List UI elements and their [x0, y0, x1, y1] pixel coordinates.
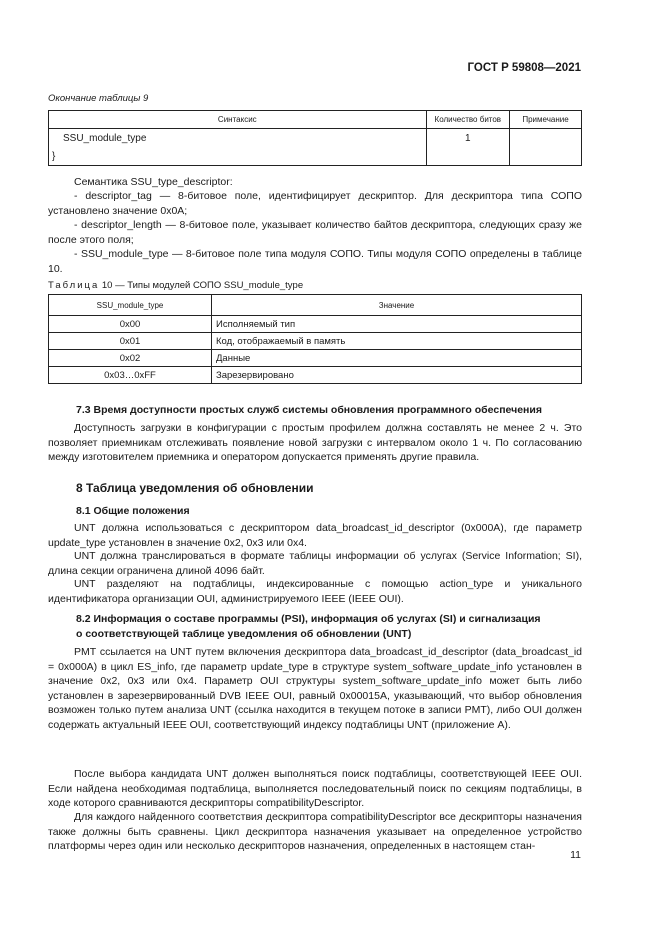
value-cell: Зарезервировано: [212, 367, 582, 384]
column-header-syntax: Синтаксис: [49, 111, 427, 129]
semantics-descriptor-length: - descriptor_length — 8-битовое поле, указывает количество байтов дескриптора, следующих сразу же после этого поля;: [48, 219, 582, 246]
section-8-2-paragraph-2: После выбора кандидата UNT должен выполняться поиск подтаблицы, соответствующей IEEE OUI. Если найдена необходимая подтаблица, выполняется последовательный поиск по секциям подтаблицы, в ходе которого сравниваются дескрипторы compatibilityDescriptor.: [48, 768, 582, 809]
semantics-module-type: - SSU_module_type — 8-битовое поле типа модуля СОПО. Типы модуля СОПО определены в таблице 10.: [48, 248, 582, 275]
table-row: [49, 147, 582, 166]
value-cell: Код, отображаемый в память: [212, 333, 582, 350]
table-9: [48, 110, 582, 166]
table10-caption-text: 10 — Типы модулей СОПО SSU_module_type: [99, 280, 304, 291]
table10-caption-word: Таблица: [48, 280, 100, 291]
note-cell: [510, 147, 582, 166]
section-8-2-heading-line-1: 8.2 Информация о составе программы (PSI), информация об услугах (SI) и сигнализация: [76, 613, 541, 625]
semantics-descriptor-tag: - descriptor_tag — 8-битовое поле, идентифицирует дескриптор. Для дескриптора типа СОПО установлено значение 0x0A;: [48, 190, 582, 217]
semantics-title: Семантика SSU_type_descriptor:: [74, 176, 233, 188]
table-10: [48, 294, 582, 384]
section-8-1-paragraph-3: UNT разделяют на подтаблицы, индексированные с помощью action_type и уникального идентификатора организации OUI, администрируемого IEEE (IEEE OUI).: [48, 578, 582, 605]
section-8-heading: 8 Таблица уведомления об обновлении: [76, 481, 314, 495]
section-8-1-heading: 8.1 Общие положения: [76, 505, 190, 517]
section-8-1-paragraph-2: UNT должна транслироваться в формате таблицы информации об услугах (Service Information; SI), длина секции ограничена длиной 4096 байт.: [48, 550, 582, 577]
code-cell: 0x03…0xFF: [49, 367, 212, 384]
page-number: 11: [570, 849, 581, 861]
table-row: [49, 129, 582, 148]
value-cell: Исполняемый тип: [212, 316, 582, 333]
column-header-value: Значение: [212, 295, 582, 316]
column-header-bits: Количество битов: [426, 111, 509, 129]
note-cell: [510, 129, 582, 148]
table-row: [49, 367, 582, 384]
code-cell: 0x02: [49, 350, 212, 367]
section-8-1-paragraph-1: UNT должна использоваться с дескриптором data_broadcast_id_descriptor (0x000A), где параметр update_type установлен в значение 0x2, 0x3 или 0x4.: [48, 522, 582, 549]
syntax-cell: }: [49, 147, 427, 166]
section-7-3-paragraph: Доступность загрузки в конфигурации с простым профилем должна составлять не менее 2 ч. Это позволяет приемникам отслеживать появление новой загрузки с интервалом около 1 ч. По согласованию между изготовителем приемника и оператором допускается применять другие правила.: [48, 422, 582, 463]
section-8-2-paragraph-1: PMT ссылается на UNT путем включения дескриптора data_broadcast_id_descriptor (data_broadcast_id = 0x000A) в цикл ES_info, где параметр update_type в структуре system_software_update_info установлен в значение 0x2, 0x3 или 0x4. Параметр OUI структуры system_software_update_info может быть либо установлен в зарезервированный DVB IEEE OUI, равный 0x00015A, указывающий, что выбор обновления возможен только путем анализа UNT (ссылка находится в текущем потоке в записи PMT), либо OUI должен содержать актуальный IEEE OUI, соответствующий индексу подтаблицы UNT (приложение А).: [48, 646, 582, 731]
column-header-note: Примечание: [510, 111, 582, 129]
table9-caption: Окончание таблицы 9: [48, 93, 149, 104]
section-7-3-heading: 7.3 Время доступности простых служб системы обновления программного обеспечения: [76, 404, 542, 416]
table-row: [49, 350, 582, 367]
table-header-row: [49, 111, 582, 129]
column-header-module-type: SSU_module_type: [49, 295, 212, 316]
section-8-2-paragraph-3: Для каждого найденного соответствия дескриптора compatibilityDescriptor все дескрипторы назначения также должны быть сравнены. Цикл дескриптора назначения указывает на определенное устройство платформы через один или несколько дескрипторов назначения, определенных в настоящем стан-: [48, 811, 582, 852]
code-cell: 0x00: [49, 316, 212, 333]
standard-header: ГОСТ Р 59808—2021: [467, 62, 581, 74]
table-header-row: [49, 295, 582, 316]
table10-caption: [48, 280, 303, 291]
value-cell: Данные: [212, 350, 582, 367]
section-8-2-heading-line-2: о соответствующей таблице уведомления об обновлении (UNT): [76, 628, 412, 640]
table-row: [49, 333, 582, 350]
bits-cell: 1: [426, 129, 509, 148]
code-cell: 0x01: [49, 333, 212, 350]
table-row: [49, 316, 582, 333]
bits-cell: [426, 147, 509, 166]
syntax-cell: SSU_module_type: [49, 129, 427, 148]
